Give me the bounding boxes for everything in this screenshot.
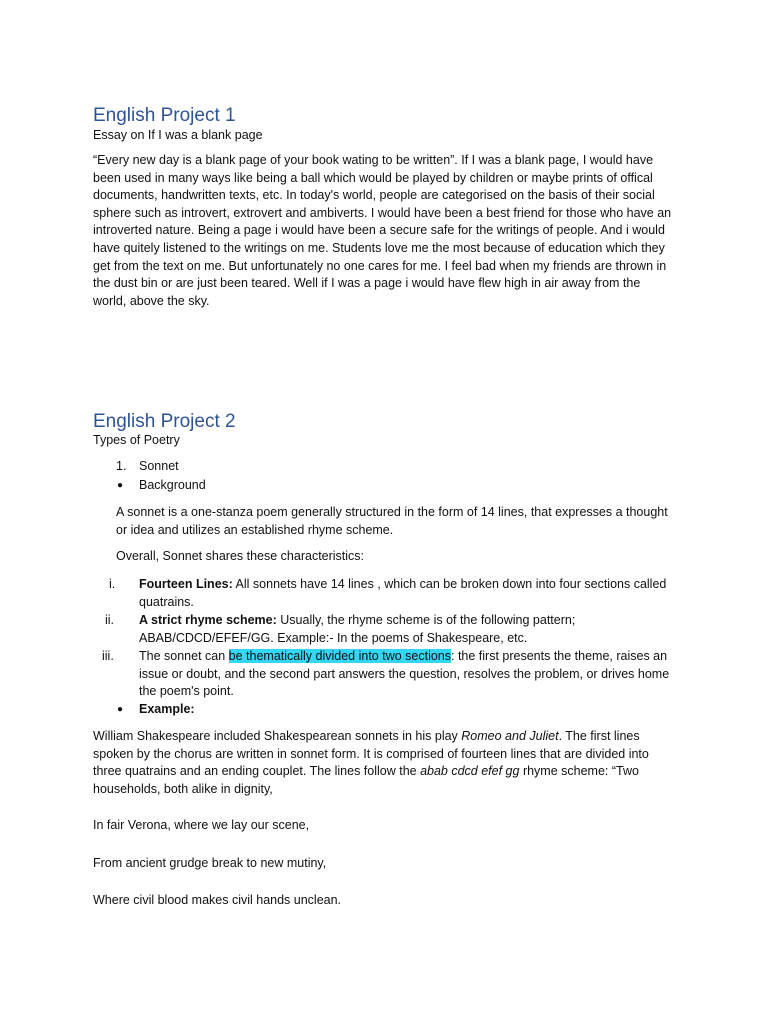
characteristic-item [139, 648, 679, 701]
bullet-icon: ● [117, 704, 124, 715]
bullet-icon: ● [117, 480, 124, 491]
characteristic-label: A strict rhyme scheme: [139, 613, 277, 627]
overall-paragraph: Overall, Sonnet shares these characteristics: [116, 549, 365, 563]
project1-heading: English Project 1 [93, 105, 236, 126]
characteristic-text: All sonnets have 14 lines , which can be broken down into four sections called quatrains. [139, 577, 667, 609]
characteristic-text: The sonnet can [139, 649, 229, 663]
project1-essay: “Every new day is a blank page of your book wating to be written”. If I was a blank page, I would have been used in many ways like being a ball which would be played by children or maybe prints of offical documents, handwritten texts, etc. In today's world, people are categorised on the basis of their social sphere such as introvert, extrovert and ambiverts. I would have been a best friend for those who have an introverted nature. Being a page i would have been a secure safe for the writings of people. And i would have quitely listened to the writings on me. Students love me the most because of education which they get from the text on me. But unfortunately no one cares for me. I feel bad when my friends are thrown in the dust bin or are just been teared. Well if I was a page i would have flew high in air away from the world, above the sky. [93, 153, 672, 308]
roman-marker: ii. [105, 613, 115, 627]
characteristic-label: Fourteen Lines: [139, 577, 233, 591]
project2-heading: English Project 2 [93, 411, 236, 432]
roman-marker: iii. [102, 649, 114, 663]
example-label: Example: [139, 702, 195, 716]
characteristic-item [139, 612, 679, 647]
highlighted-text: be thematically divided into two sections [228, 649, 451, 663]
roman-marker: i. [109, 577, 116, 591]
characteristic-text: : the first presents the theme, raises an issue or doubt, and the second part answers the question, resolves the problem, or drives home the poem's point. [139, 649, 670, 699]
project1-subtitle: Essay on If I was a blank page [93, 128, 263, 142]
example-paragraph: William Shakespeare included Shakespearean sonnets in his play Romeo and Juliet. The first lines spoken by the chorus are written in sonnet form. It is comprised of fourteen lines that are divided into three quatrains and an ending couplet. The lines follow the abab cdcd efef gg rhyme scheme: “Two households, both alike in dignity, [93, 729, 649, 796]
poem-line: In fair Verona, where we lay our scene, [93, 818, 310, 832]
background-paragraph: A sonnet is a one-stanza poem generally structured in the form of 14 lines, that expresses a thought or idea and utilizes an established rhyme scheme. [116, 505, 668, 537]
project2-subtitle: Types of Poetry [93, 433, 180, 447]
list-marker: 1. [116, 459, 127, 473]
poem-line: From ancient grudge break to new mutiny, [93, 856, 327, 870]
list-item-sonnet: Sonnet [139, 459, 179, 473]
list-item-background: Background [139, 478, 206, 492]
poem-line: Where civil blood makes civil hands unclean. [93, 893, 342, 907]
characteristic-text: Usually, the rhyme scheme is of the following pattern; ABAB/CDCD/EFEF/GG. Example:- In the poems of Shakespeare, etc. [139, 613, 576, 645]
characteristic-item [139, 576, 679, 611]
